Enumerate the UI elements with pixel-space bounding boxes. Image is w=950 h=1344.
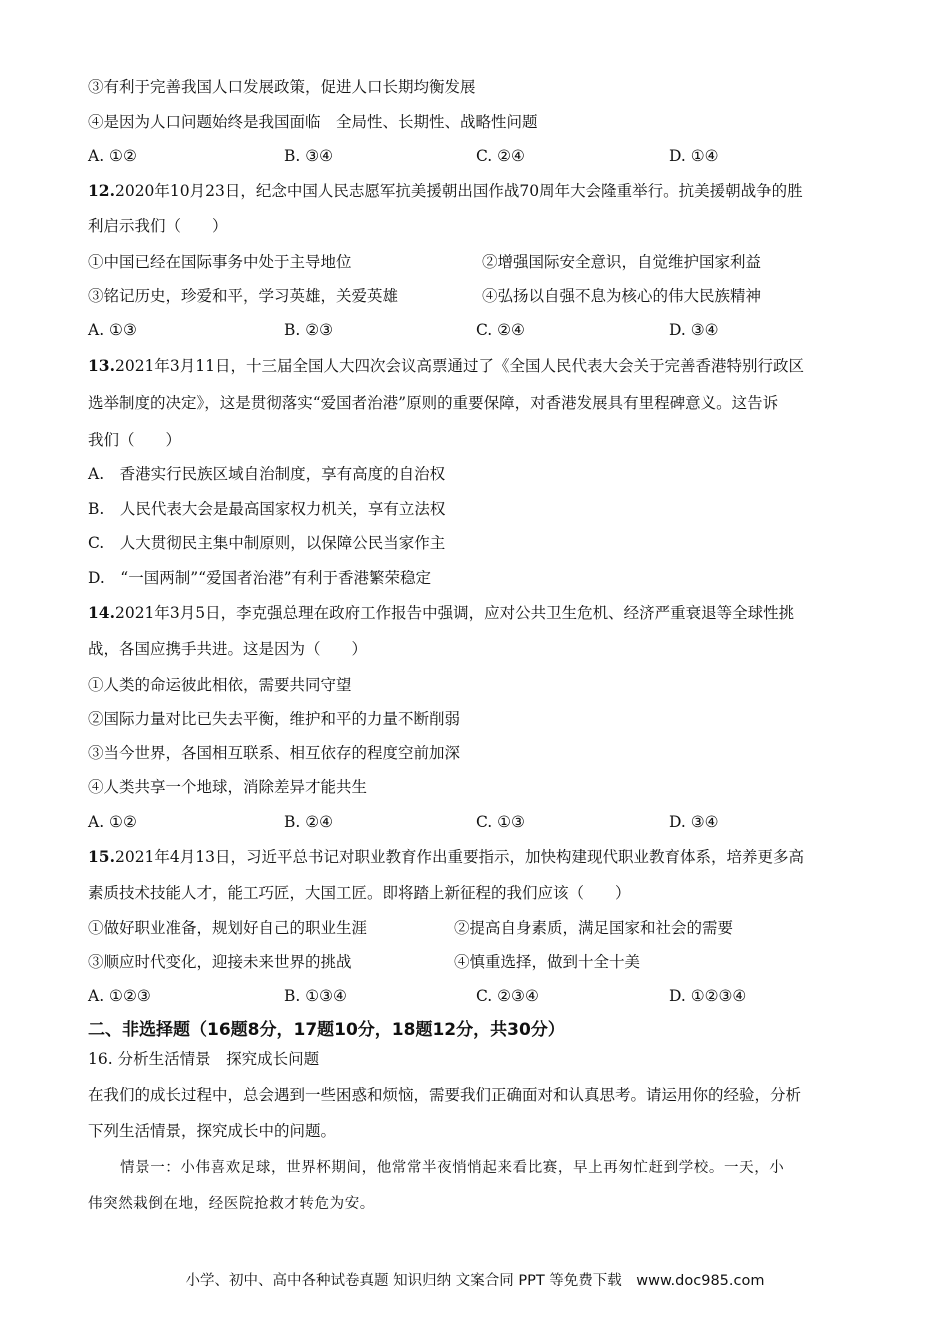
q14-option-d[interactable]: D. ③④ <box>669 813 719 831</box>
q14-number: 14. <box>88 603 115 622</box>
q16-heading: 16. 分析生活情景 探究成长问题 <box>88 1050 320 1068</box>
q11-option-c[interactable]: C. ②④ <box>476 147 525 165</box>
q15-stem-line-2: 素质技术技能人才，能工巧匠，大国工匠。即将踏上新征程的我们应该（ ） <box>88 884 631 902</box>
q13-option-b[interactable]: B. 人民代表大会是最高国家权力机关，享有立法权 <box>88 500 446 518</box>
q11-statement-4: ④是因为人口问题始终是我国面临 全局性、长期性、战略性问题 <box>88 113 538 131</box>
q14-option-c[interactable]: C. ①③ <box>476 813 525 831</box>
q15-option-b[interactable]: B. ①③④ <box>284 987 347 1005</box>
q15-statement-2: ②提高自身素质，满足国家和社会的需要 <box>454 919 734 937</box>
q12-number: 12. <box>88 181 115 200</box>
q14-stem-line-1: 14.2021年3月5日，李克强总理在政府工作报告中强调，应对公共卫生危机、经济严重衰退等全球性挑 <box>88 603 795 622</box>
q15-statement-1: ①做好职业准备，规划好自己的职业生涯 <box>88 919 368 937</box>
q12-statement-3: ③铭记历史，珍爱和平，学习英雄，关爱英雄 <box>88 287 399 305</box>
q12-stem-line-1: 12.2020年10月23日，纪念中国人民志愿军抗美援朝出国作战70周年大会隆重举行。抗美援朝战争的胜 <box>88 181 803 200</box>
q13-stem-line-2: 选举制度的决定》，这是贯彻落实“爱国者治港”原则的重要保障，对香港发展具有里程碑意义。这告诉 <box>88 394 779 412</box>
q15-option-d[interactable]: D. ①②③④ <box>669 987 747 1005</box>
q13-stem-line-1: 13.2021年3月11日，十三届全国人大四次会议高票通过了《全国人民代表大会关于完善香港特别行政区 <box>88 356 805 375</box>
q14-stem-line-2: 战，各国应携手共进。这是因为（ ） <box>88 640 368 658</box>
q12-option-a[interactable]: A. ①③ <box>88 321 137 339</box>
q16-scenario-1-line-1: 情景一：小伟喜欢足球，世界杯期间，他常常半夜悄悄起来看比赛，早上再匆忙赶到学校。一天，小 <box>120 1160 785 1176</box>
q14-option-a[interactable]: A. ①② <box>88 813 137 831</box>
q12-option-b[interactable]: B. ②③ <box>284 321 334 339</box>
q14-statement-4: ④人类共享一个地球，消除差异才能共生 <box>88 778 368 796</box>
q11-option-d[interactable]: D. ①④ <box>669 147 719 165</box>
q15-number: 15. <box>88 847 115 866</box>
q11-statement-3: ③有利于完善我国人口发展政策，促进人口长期均衡发展 <box>88 78 476 96</box>
q16-scenario-1-line-2: 伟突然栽倒在地，经医院抢救才转危为安。 <box>88 1196 375 1212</box>
q16-intro-line-1: 在我们的成长过程中，总会遇到一些困惑和烦恼，需要我们正确面对和认真思考。请运用你的经验，分析 <box>88 1086 802 1104</box>
page-footer: 小学、初中、高中各种试卷真题 知识归纳 文案合同 PPT 等免费下载 www.doc985.com <box>185 1273 765 1289</box>
q12-stem-line-2: 利启示我们（ ） <box>88 217 228 235</box>
q14-statement-1: ①人类的命运彼此相依，需要共同守望 <box>88 676 352 694</box>
q13-stem-line-3: 我们（ ） <box>88 431 182 449</box>
q13-option-a[interactable]: A. 香港实行民族区域自治制度，享有高度的自治权 <box>88 465 446 483</box>
q13-number: 13. <box>88 356 115 375</box>
q12-statement-4: ④弘扬以自强不息为核心的伟大民族精神 <box>482 287 762 305</box>
q12-option-c[interactable]: C. ②④ <box>476 321 525 339</box>
q11-option-a[interactable]: A. ①② <box>88 147 137 165</box>
q12-statement-2: ②增强国际安全意识，自觉维护国家利益 <box>482 253 762 271</box>
q15-option-c[interactable]: C. ②③④ <box>476 987 539 1005</box>
q14-statement-2: ②国际力量对比已失去平衡，维护和平的力量不断削弱 <box>88 710 461 728</box>
q13-option-d[interactable]: D. “一国两制”“爱国者治港”有利于香港繁荣稳定 <box>88 569 431 587</box>
q11-option-b[interactable]: B. ③④ <box>284 147 334 165</box>
q13-option-c[interactable]: C. 人大贯彻民主集中制原则，以保障公民当家作主 <box>88 534 446 552</box>
q15-stem-line-1: 15.2021年4月13日，习近平总书记对职业教育作出重要指示，加快构建现代职业教育体系，培养更多高 <box>88 847 805 866</box>
q16-intro-line-2: 下列生活情景，探究成长中的问题。 <box>88 1122 337 1140</box>
section-2-title: 二、非选择题（16题8分，17题10分，18题12分，共30分） <box>88 1020 565 1040</box>
q14-statement-3: ③当今世界，各国相互联系、相互依存的程度空前加深 <box>88 744 461 762</box>
q12-statement-1: ①中国已经在国际事务中处于主导地位 <box>88 253 352 271</box>
q15-statement-4: ④慎重选择，做到十全十美 <box>454 953 641 971</box>
q14-option-b[interactable]: B. ②④ <box>284 813 334 831</box>
q15-option-a[interactable]: A. ①②③ <box>88 987 151 1005</box>
q15-statement-3: ③顺应时代变化，迎接未来世界的挑战 <box>88 953 352 971</box>
q12-option-d[interactable]: D. ③④ <box>669 321 719 339</box>
